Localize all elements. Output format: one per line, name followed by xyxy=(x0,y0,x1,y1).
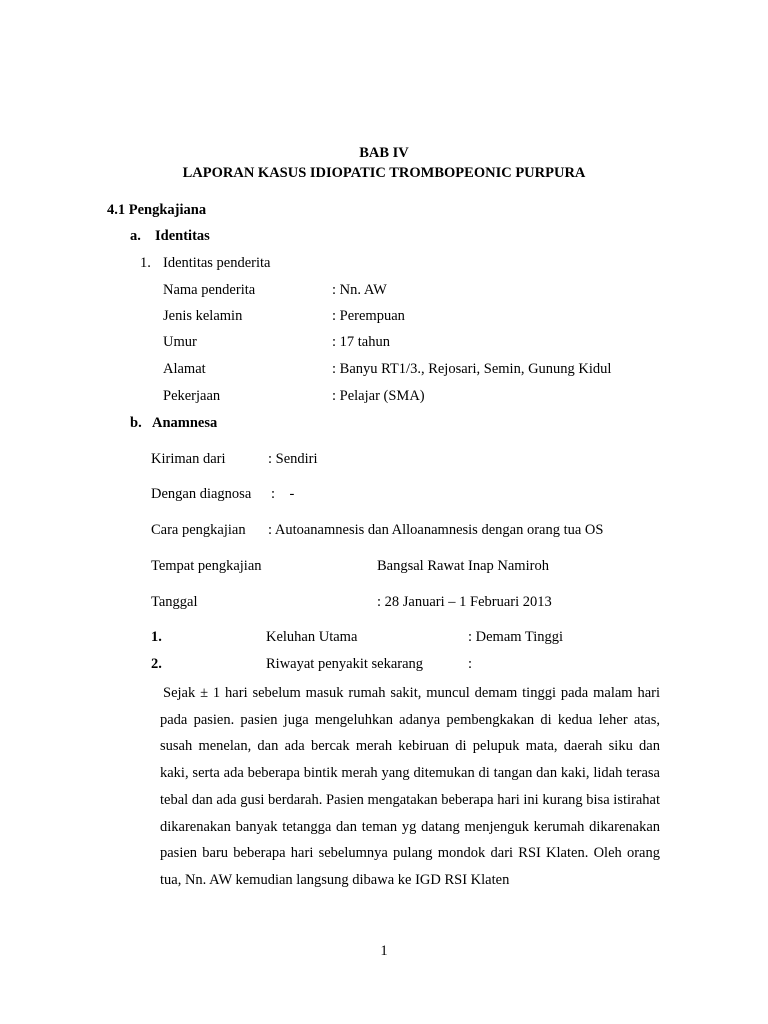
field-label: Alamat xyxy=(163,361,206,377)
chapter-label: BAB IV xyxy=(359,145,409,161)
anamnesa-label: Tempat pengkajian xyxy=(151,558,262,574)
anamnesa-value: : 28 Januari – 1 Februari 2013 xyxy=(377,594,552,610)
identitas-marker: 1. xyxy=(140,255,151,271)
anamnesa-value: : - xyxy=(271,486,295,502)
anamnesa-label: Kiriman dari xyxy=(151,451,226,467)
field-value: : Nn. AW xyxy=(332,282,387,298)
item-value: : Demam Tinggi xyxy=(468,629,564,645)
item-value: : xyxy=(468,656,473,672)
subsection-b-marker: b. xyxy=(130,415,142,431)
field-label: Pekerjaan xyxy=(163,388,221,404)
anamnesa-value: : Autoanamnesis dan Alloanamnesis dengan orang tua OS xyxy=(268,522,604,538)
field-label: Umur xyxy=(163,334,197,350)
section-title: Pengkajiana xyxy=(128,202,207,218)
anamnesa-label: Cara pengkajian xyxy=(151,522,246,538)
section-number: 4.1 xyxy=(107,202,126,218)
field-label: Nama penderita xyxy=(163,282,256,298)
section-heading xyxy=(107,202,206,219)
field-value: : 17 tahun xyxy=(332,334,390,350)
item-marker: 1. xyxy=(151,629,162,645)
field-value: : Pelajar (SMA) xyxy=(332,388,425,404)
item-label: Keluhan Utama xyxy=(266,629,358,645)
anamnesa-label: Tanggal xyxy=(151,594,198,610)
field-value: : Banyu RT1/3., Rejosari, Semin, Gunung Kidul xyxy=(332,361,612,377)
riwayat-paragraph: Sejak ± 1 hari sebelum masuk rumah sakit, muncul demam tinggi pada malam hari pada pasien. pasien juga mengeluhkan adanya pembengkakan di kedua leher atas, susah menelan, dan ada bercak merah kebiruan di pelupuk mata, daerah siku dan kaki, serta ada beberapa bintik merah yang ditemukan di tangan dan kaki, lidah terasa tebal dan ada gusi berdarah. Pasien mengatakan beberapa hari ini kurang bisa istirahat dikarenakan banyak tetangga dan teman yg datang menjenguk kerumah dikarenakan pasien baru beberapa hari sebelumnya pulang mondok dari RSI Klaten. Oleh orang tua, Nn. AW kemudian langsung dibawa ke IGD RSI Klaten xyxy=(160,685,660,888)
item-label: Riwayat penyakit sekarang xyxy=(266,656,424,672)
identitas-heading: Identitas penderita xyxy=(163,255,271,271)
item-marker: 2. xyxy=(151,656,162,672)
subsection-b-title: Anamnesa xyxy=(152,415,218,431)
field-label: Jenis kelamin xyxy=(163,308,243,324)
field-value: : Perempuan xyxy=(332,308,405,324)
anamnesa-value: : Sendiri xyxy=(268,451,318,467)
anamnesa-value: Bangsal Rawat Inap Namiroh xyxy=(377,558,549,574)
page-number: 1 xyxy=(380,943,388,959)
document-title: LAPORAN KASUS IDIOPATIC TROMBOPEONIC PURPURA xyxy=(182,165,586,181)
subsection-a-marker: a. xyxy=(130,228,141,244)
anamnesa-label: Dengan diagnosa xyxy=(151,486,252,502)
subsection-a-title: Identitas xyxy=(155,228,210,244)
